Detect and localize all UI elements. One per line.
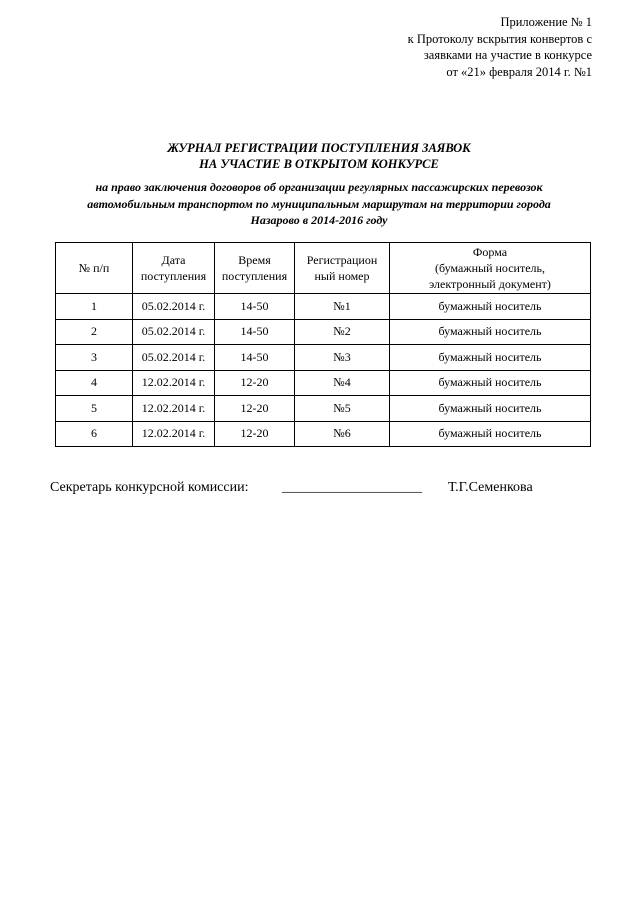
cell-date: 05.02.2014 г.	[133, 345, 215, 371]
cell-form: бумажный носитель	[390, 294, 591, 320]
header-number	[56, 243, 133, 294]
header-text: (бумажный носитель,	[434, 261, 546, 275]
cell-form: бумажный носитель	[390, 345, 591, 371]
cell-number: 4	[56, 370, 133, 396]
signature-role: Секретарь конкурсной комиссии:	[50, 480, 249, 495]
header-text: электронный документ)	[429, 277, 551, 291]
document-title-line-1: ЖУРНАЛ РЕГИСТРАЦИИ ПОСТУПЛЕНИЯ ЗАЯВОК	[167, 141, 471, 155]
header-text: № п/п	[78, 261, 110, 275]
subtitle-line: автомобильным транспортом по муниципальным маршрутам на территории города	[87, 196, 551, 211]
header-text: поступления	[140, 269, 207, 283]
cell-reg-number: №6	[295, 421, 390, 447]
signature-name: Т.Г.Семенкова	[448, 480, 533, 495]
table-row	[56, 319, 591, 345]
header-reg-number	[295, 243, 390, 294]
appendix-header	[362, 14, 592, 80]
appendix-line: к Протоколу вскрытия конвертов с	[407, 31, 592, 46]
document-subtitle	[0, 179, 638, 229]
cell-form: бумажный носитель	[390, 396, 591, 422]
header-text: Форма	[472, 245, 508, 259]
cell-time: 14-50	[215, 294, 295, 320]
header-text: ный номер	[314, 269, 370, 283]
registration-table	[55, 242, 591, 447]
header-text: Время	[238, 253, 271, 267]
cell-reg-number: №4	[295, 370, 390, 396]
cell-date: 05.02.2014 г.	[133, 319, 215, 345]
cell-reg-number: №1	[295, 294, 390, 320]
cell-date: 05.02.2014 г.	[133, 294, 215, 320]
cell-time: 14-50	[215, 319, 295, 345]
cell-number: 1	[56, 294, 133, 320]
cell-time: 12-20	[215, 396, 295, 422]
table-row	[56, 345, 591, 371]
signature-line	[50, 480, 533, 496]
cell-date: 12.02.2014 г.	[133, 370, 215, 396]
cell-reg-number: №3	[295, 345, 390, 371]
subtitle-line: Назарово в 2014-2016 году	[250, 213, 388, 227]
header-date	[133, 243, 215, 294]
appendix-line: заявками на участие в конкурсе	[423, 48, 592, 62]
cell-time: 14-50	[215, 345, 295, 371]
table-header-row	[56, 243, 591, 294]
table-row	[56, 396, 591, 422]
subtitle-line: на право заключения договоров об организации регулярных пассажирских перевозок	[95, 180, 543, 194]
header-text: поступления	[221, 269, 288, 283]
header-text: Дата	[161, 253, 186, 267]
cell-form: бумажный носитель	[390, 319, 591, 345]
cell-reg-number: №5	[295, 396, 390, 422]
cell-time: 12-20	[215, 421, 295, 447]
table-row	[56, 421, 591, 447]
table-row	[56, 294, 591, 320]
cell-reg-number: №2	[295, 319, 390, 345]
table-row	[56, 370, 591, 396]
appendix-line: Приложение № 1	[500, 15, 592, 29]
cell-form: бумажный носитель	[390, 421, 591, 447]
document-title-line-2: НА УЧАСТИЕ В ОТКРЫТОМ КОНКУРСЕ	[199, 157, 439, 171]
signature-blank: ____________________	[282, 480, 422, 495]
cell-date: 12.02.2014 г.	[133, 396, 215, 422]
header-form	[390, 243, 591, 294]
cell-number: 2	[56, 319, 133, 345]
cell-form: бумажный носитель	[390, 370, 591, 396]
appendix-line: от «21» февраля 2014 г. №1	[446, 64, 592, 79]
header-time	[215, 243, 295, 294]
cell-number: 6	[56, 421, 133, 447]
header-text: Регистрацион	[306, 253, 378, 267]
cell-time: 12-20	[215, 370, 295, 396]
document-title-block	[0, 140, 638, 229]
cell-number: 3	[56, 345, 133, 371]
cell-number: 5	[56, 396, 133, 422]
cell-date: 12.02.2014 г.	[133, 421, 215, 447]
